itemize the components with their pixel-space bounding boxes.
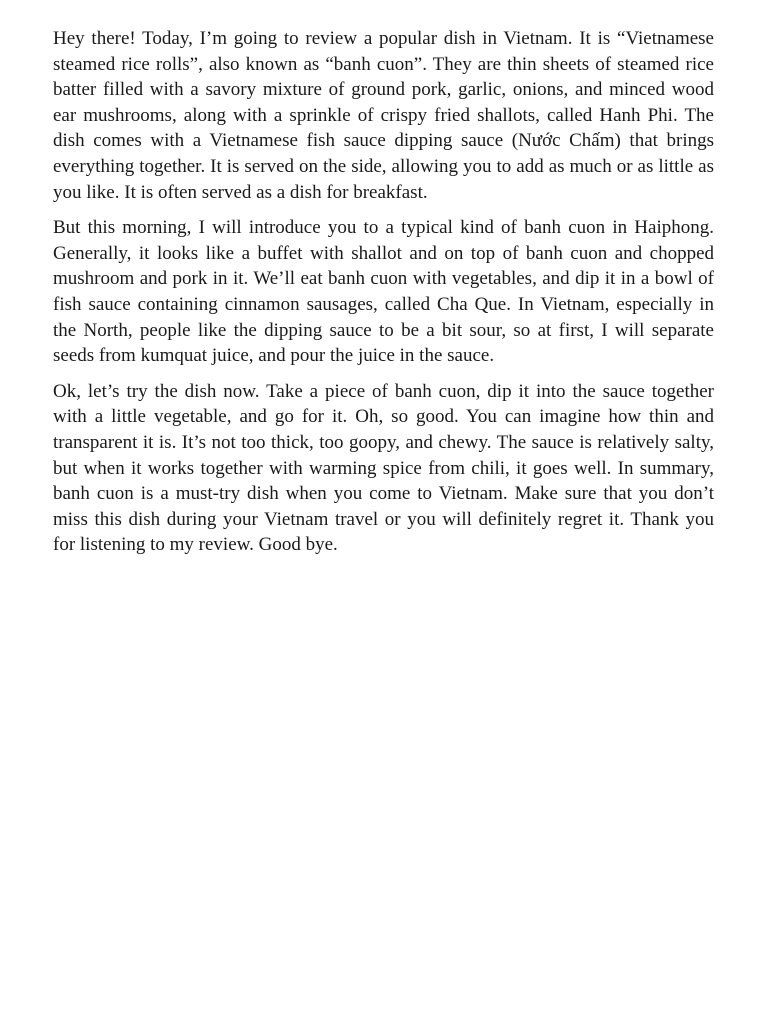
paragraph-intro: Hey there! Today, I’m going to review a popular dish in Vietnam. It is “Vietnamese steamed rice rolls”, also known as “banh cuon”. They are thin sheets of steamed rice batter filled with a savory mixture of ground pork, garlic, onions, and minced wood ear mushrooms, along with a sprinkle of crispy fried shallots, called Hanh Phi. The dish comes with a Vietnamese fish sauce dipping sauce (Nước Chấm) that brings everything together. It is served on the side, allowing you to add as much or as little as you like. It is often served as a dish for breakfast. [53, 28, 714, 203]
paragraph-tasting: Ok, let’s try the dish now. Take a piece of banh cuon, dip it into the sauce together with a little vegetable, and go for it. Oh, so good. You can imagine how thin and transparent it is. It’s not too thick, too goopy, and chewy. The sauce is relatively salty, but when it works together with warming spice from chili, it goes well. In summary, banh cuon is a must-try dish when you come to Vietnam. Make sure that you don’t miss this dish during your Vietnam travel or you will definitely regret it. Thank you for listening to my review. Good bye. [53, 380, 714, 556]
paragraph-haiphong: But this morning, I will introduce you to a typical kind of banh cuon in Haiphong. Generally, it looks like a buffet with shallot and on top of banh cuon and chopped mushroom and pork in it. We’ll eat banh cuon with vegetables, and dip it in a bowl of fish sauce containing cinnamon sausages, called Cha Que. In Vietnam, especially in the North, people like the dipping sauce to be a bit sour, so at first, I will separate seeds from kumquat juice, and pour the juice in the sauce. [53, 217, 714, 367]
document-body [53, 26, 714, 568]
